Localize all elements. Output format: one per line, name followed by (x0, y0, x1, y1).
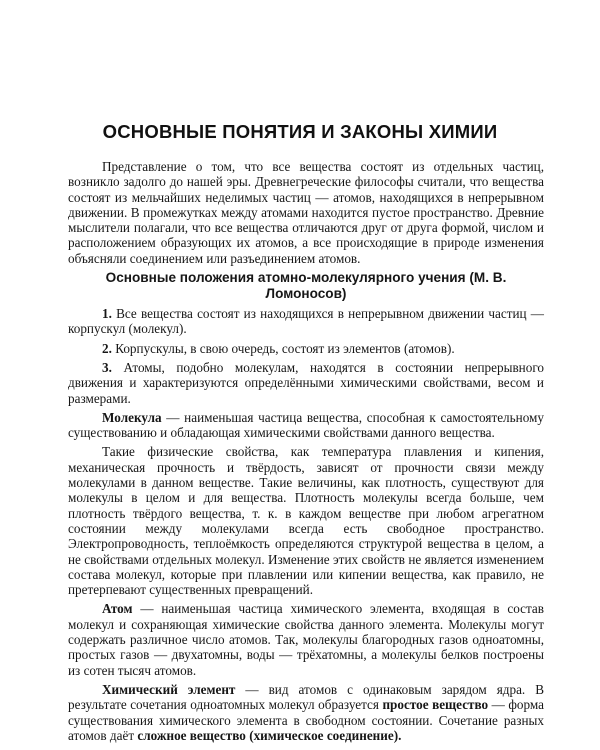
element-text-2: — форма существования химического элемента в свободном состоянии. Сочетание разных атомов даёт (68, 697, 544, 743)
molecule-term: Молекула (102, 409, 162, 425)
document-body (68, 159, 544, 743)
simple-substance-term: простое вещество (382, 697, 489, 713)
point-2-text: Корпускулы, в свою очередь, состоят из элементов (атомов). (115, 340, 455, 356)
section-title: Основные положения атомно-молекулярного учения (М. В. Ломоносов) (105, 270, 507, 302)
atom-term: Атом (102, 601, 133, 617)
molecule-definition (68, 410, 544, 441)
complex-substance-term: сложное вещество (химическое соединение). (137, 727, 402, 743)
element-text-1: — вид атомов с одинаковым зарядом ядра. В результате сочетания одноатомных молекул образуется (68, 681, 545, 713)
point-1 (68, 306, 544, 337)
physical-properties-paragraph: Такие физические свойства, как температура плавления и кипения, механическая прочность и твёрдость, зависят от прочности связи между молекулами в данном веществе. Такие величины, как плотность, существуют для молекулы в целом и для вещества. Плотность молекулы всегда больше, чем плотность твёрдого вещества, т. к. в каждом веществе при любом агрегатном состоянии между молекулами всегда есть свободное пространство. Электропроводность, теплоёмкость определяются структурой вещества в целом, а не свойствами отдельных молекул. Изменение этих свойств не является изменением состава молекул, которые при плавлении или кипении вещества, как правило, не претерпевают существенных превращений. (68, 444, 544, 598)
element-definition (68, 682, 544, 743)
point-1-text: Все вещества состоят из находящихся в непрерывном движении частиц — корпускул (молекул). (68, 306, 544, 337)
intro-paragraph: Представление о том, что все вещества состоят из отдельных частиц, возникло задолго до нашей эры. Древнегреческие философы считали, что вещества состоят из мельчайших неделимых частиц — атомов, находящихся в непрерывном движении. В промежутках между атомами находится пустое пространство. Древние мыслители полагали, что все вещества отличаются друг от друга формой, числом и расположением образующих их атомов, а все происходящие в природе изменения объясняли соединением или разъединением атомов. (68, 159, 544, 266)
point-2 (68, 341, 544, 356)
point-3-text: Атомы, подобно молекулам, находятся в состоянии непрерывного движения и характеризуются определёнными химическими свойствами, весом и размерами. (68, 359, 545, 406)
point-3 (68, 360, 544, 406)
element-term: Химический элемент (102, 681, 236, 697)
page-title: ОСНОВНЫЕ ПОНЯТИЯ И ЗАКОНЫ ХИМИИ (102, 121, 498, 142)
atom-definition (68, 601, 544, 677)
point-1-number: 1. (102, 306, 112, 322)
point-3-number: 3. (102, 359, 112, 375)
point-2-number: 2. (102, 340, 112, 356)
molecule-text: — наименьшая частица вещества, способная к самостоятельному существованию и обладающая химическими свойствами данного вещества. (68, 409, 544, 441)
atom-text: — наименьшая частица химического элемента, входящая в состав молекул и сохраняющая химические свойства данного элемента. Молекулы могут содержать различное число атомов. Так, молекулы благородных газов одноатомны, простых газов — двухатомны, воды — трёхатомны, а молекулы белков построены из сотен тысяч атомов. (68, 601, 544, 678)
